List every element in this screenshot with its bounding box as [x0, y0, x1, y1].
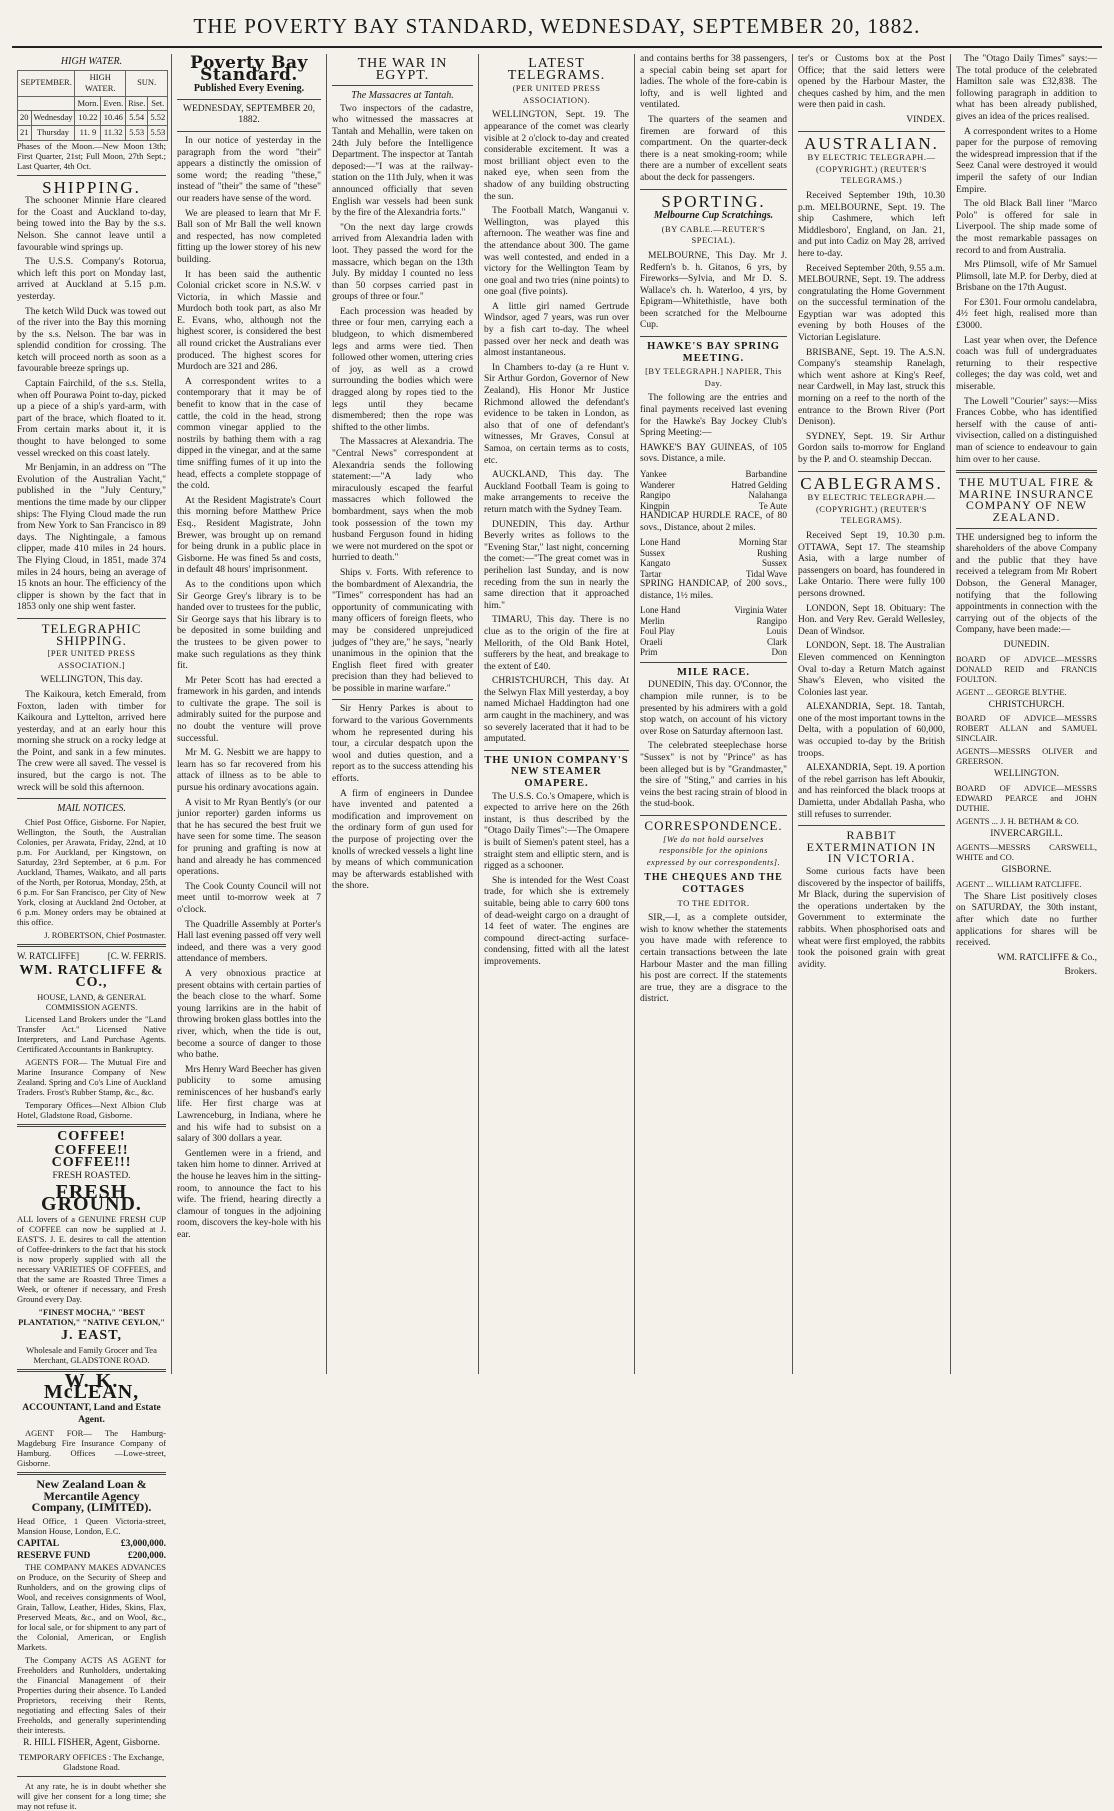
tide-cell: 10.22 — [75, 111, 101, 126]
war-para: Sir Henry Parkes is about to forward to the various Governments whom he represented during his tour, a circular despatch upon the wool and duties question, and a report as to the success attending his efforts. — [332, 704, 473, 785]
telegram-para: DUNEDIN, This day. Arthur Beverly writes as follows to the "Evening Star," last night, concerning the comet:—"The great comet was in perihelion last Sunday, and is now receding from the sun in nearly the same direction that it approached him." — [484, 519, 629, 611]
vindex: VINDEX. — [906, 114, 945, 125]
gisborne-heading: GISBORNE. — [1001, 865, 1052, 876]
telegraphic-title: TELEGRAPHIC SHIPPING. — [41, 620, 142, 648]
telegram-para: The Football Match, Wanganui v. Wellington, was played this afternoon. The weather was fine and the attendance about 300. The game was well contested, and ended in a victory for the Wellington Team by one goal and two tries (nine points) to one goal (five points). — [484, 206, 629, 298]
wmratcliffe-title: WM. RATCLIFFE & CO., — [19, 963, 164, 991]
shipping-para: The schooner Minnie Hare cleared for the Coast and Auckland to-day, being towed into the Bay by the s.s. Nelson. She cannot leave until a favourable wind springs up. — [17, 196, 166, 253]
bottom-para: At any rate, he is in doubt whether she will give her consent for a long time; she may not refuse it. — [17, 1780, 166, 1811]
hurdle-title: HANDICAP HURDLE RACE, of 80 sovs., Distance, about 2 miles. — [640, 511, 787, 533]
nzloan-body: THE COMPANY MAKES ADVANCES on Produce, on the Security of Sheep and Runholders, and on the growing clips of Wool, and receives consignments of Wool, Grain, Tallow, Leather, Hides, Skins, Flax, Preserved Meats, &c., and on Wool, &c., for local sale, or for shipment to any part of the Colonial, American, or English Markets. — [17, 1562, 166, 1653]
tide-table — [17, 70, 168, 141]
tide-cell: 20 — [18, 111, 32, 126]
telegram-para: CHRISTCHURCH, This day. At the Selwyn Flax Mill yesterday, a boy named Michael Haddington had one arm caught in the machinery, and was so severely lacerated that it had to be amputated. — [484, 676, 629, 745]
news-para: Mrs Henry Ward Beecher has given publicity to some amusing reminiscences of her husband's early life. Her first charge was at Lawrenceburg, in Indiana, where he and his wife had to subsist on a salary of 300 dollars a year. — [177, 1064, 321, 1145]
telegram-para: A little girl named Gertrude Windsor, aged 7 years, was run over by a fish cart to-day. The wheel passed over her neck and death was almost instantaneous. — [484, 301, 629, 359]
dunedin-board: BOARD OF ADVICE—MESSRS DONALD REID and FRANCIS FOULTON. — [956, 653, 1097, 684]
reserve-value: £200,000. — [128, 1550, 166, 1561]
mail-body: Chief Post Office, Gisborne. For Napier, Wellington, the South, the Australian Colonies, per Arawata, Friday, 22nd, at 10 p.m. For Auckland, per Kingstown, on Saturday, 23rd September, at 6 p.m. For Auckland, Thames, Waikato, and all parts of the North, per Rotorua, Monday, 25th, at 6 p.m. For San Francisco, per City of New York, closing at Auckland 2nd October, at 6 p.m. Money orders may be obtained at this office. — [17, 816, 166, 927]
nzloan-title: New Zealand Loan & Mercantile Agency Company, (LIMITED). — [31, 1477, 152, 1515]
news-para: The Cook County Council will not meet until to-morrow week at 7 o'clock. — [177, 881, 321, 915]
news-para: Last year when over, the Defence coach was full of undergraduates returning to their respective colleges; the day was cold, wet and miserable. — [956, 335, 1097, 393]
tide-header-water: HIGH WATER. — [75, 70, 126, 96]
ratcliffe-right: [C. W. FERRIS. — [107, 950, 166, 961]
race-row: Prim Don — [640, 647, 787, 658]
shipping-para: The U.S.S. Company's Rotorua, which left this port on Monday last, arrived at Auckland at 5.15 p.m. yesterday. — [17, 257, 166, 302]
tide-row — [18, 125, 168, 140]
telegram-para: AUCKLAND, This day. The Auckland Football Team is going to make arrangements to receive the return match with the Sydney Team. — [484, 470, 629, 515]
reserve-row — [17, 1551, 166, 1563]
tide-sub-even: Even. — [101, 96, 126, 111]
cable-para: LONDON, Sept. 18. The Australian Eleven commenced on Kennington Oval to-day a Return Match against Shaw's Eleven, who visited the Colonies last year. — [798, 641, 945, 698]
news-para: A correspondent writes to a Home paper for the purpose of removing the widespread impression that if the Seez Canal were destroyed it would imperil the safety of our Indian Empire. — [956, 126, 1097, 195]
sporting-title: SPORTING. — [661, 191, 766, 211]
war-para: The Massacres at Alexandria. The "Central News" correspondent at Alexandria sends the following statement:—"A lady who miraculously escaped the fearful massacres which followed the bombardment, says when the mob took possession of the town my husband Ferguson found in hiding we were not murdered on the spot or hurried to death." — [332, 437, 473, 564]
news-para: In our notice of yesterday in the paragraph from the word "their" appears a distinctly the omission of some word; the reading "these," instead of "their" the same of "these" our readers have sense of the word. — [177, 135, 321, 204]
mail-title: MAIL NOTICES. — [57, 803, 126, 815]
cheques-title: THE CHEQUES AND THE COTTAGES — [644, 872, 783, 895]
rabbit-body: Some curious facts have been discovered by the inspector of bailiffs, Mr Black, during the supervision of the operations undertaken by the Government to exterminate the rabbits. When phosphorised oats and wheat were first employed, the rabbits took the poisoned grain with great avidity. — [798, 867, 945, 970]
race-row: Lone Hand Morning Star — [640, 537, 787, 548]
east-body: ALL lovers of a GENUINE FRESH CUP of COFFEE can now be supplied at J. EAST'S. J. E. desires to call the attention of Coffee-drinkers to the fact that his stock is now properly supplied with all the necessary VARIETIES OF COFFEES, and that the same are Roasted Three Times a Week, or oftener if necessary, and Fresh Ground every Day. — [17, 1214, 166, 1305]
hawkes-sub: [BY TELEGRAPH.] NAPIER, This Day. — [645, 366, 782, 388]
coffee-1: COFFEE! — [57, 1128, 126, 1144]
column-4 — [479, 54, 635, 1374]
column-3 — [327, 54, 479, 1374]
christchurch-heading: CHRISTCHURCH. — [988, 699, 1065, 710]
column-5 — [635, 54, 793, 1374]
cup-body: MELBOURNE, This Day. Mr J. Redfern's b. h. Gitanos, 6 yrs, by Fireworks—Sylvia, and Mr D. S. Wallace's ch. h. Waterloo, 4 yrs, by Epigram—Whitethistle, have both been scratched for the Melbourne Cup. — [640, 250, 787, 331]
masthead: THE POVERTY BAY STANDARD, WEDNESDAY, SEPTEMBER 20, 1882. — [12, 10, 1102, 48]
paper-date: WEDNESDAY, SEPTEMBER 20, 1882. — [183, 103, 315, 126]
race-row: Kingpin Te Aute — [640, 500, 787, 511]
spring-entries — [640, 605, 787, 658]
wellington-heading: WELLINGTON. — [994, 769, 1059, 780]
fisher: R. HILL FISHER, Agent, Gisborne. — [23, 1738, 160, 1749]
wmratcliffe-sub: HOUSE, LAND, & GENERAL COMMISSION AGENTS. — [37, 991, 146, 1012]
columns — [12, 53, 1102, 1811]
race-row: Merlin Rangipo — [640, 615, 787, 626]
brokers: Brokers. — [1064, 967, 1097, 978]
news-para: It has been said the authentic Colonial cricket score in N.S.W. v Victoria, in which Massie and Murdoch both took part, as also Mr E. Evans, who, although not the highest scorer, is considered the best all round cricket the Australians ever produced. The highest scores for Murdoch are 321 and 286. — [177, 269, 321, 373]
dunedin-heading: DUNEDIN. — [1003, 639, 1050, 650]
war-para: Ships v. Forts. With reference to the bombardment of Alexandria, the "Times" correspondent has had an opportunity of communicating with many officers of foreign fleets, who may be considered unprejudiced judges of "they are," he says, "nearly unanimous in the opinion that the English fleet fired with greater precision than they had believed to be possible in marine warfare." — [332, 567, 473, 694]
tide-cell: 5.53 — [148, 125, 168, 140]
race-row: Yankee Barbandine — [640, 469, 787, 479]
hurdle-entries — [640, 537, 787, 579]
temporary-offices: TEMPORARY OFFICES : The Exchange, Gladstone Road. — [18, 1751, 165, 1772]
guineas-entries — [640, 469, 787, 511]
telegrams-sub: (PER UNITED PRESS ASSOCIATION). — [512, 83, 601, 105]
reserve-label: RESERVE FUND — [17, 1550, 91, 1561]
tide-header-sun: SUN. — [126, 70, 168, 96]
cup-title: Melbourne Cup Scratchings. — [653, 210, 774, 222]
tide-header-month: SEPTEMBER. — [18, 70, 75, 96]
guineas-title: HAWKE'S BAY GUINEAS, of 105 sovs. Distance, a mile. — [640, 442, 787, 465]
telegrams-title: LATEST TELEGRAMS. — [507, 56, 606, 83]
aus-para: BRISBANE, Sept. 19. The A.S.N. Company's steamship Ranelagh, which went ashore at King's Reef, near Cardwell, in May last, struck this morning on a reef to the north of the entrance to the Brown River (Port Denison). — [798, 347, 945, 428]
war-para: Each procession was headed by three or four men, carrying each a bludgeon, to which dismembered legs and arms were tied. Then followed other women, uttering cries of joy, as well as a crowd surrounding the bodies which were dragged along by ropes tied to the legs until they became dismembered; then the rope was shifted to the other limbs. — [332, 306, 473, 433]
wmratcliffe-body: Licensed Land Brokers under the "Land Transfer Act." Licensed Native Interpreters, and Land Purchase Agents. Certificated Accountants in Bankruptcy. — [17, 1013, 166, 1054]
cable-para: ALEXANDRIA, Sept. 18. Tantah, one of the most important towns in the Delta, with a population of 60,000, was occupied to-day by the British troops. — [798, 702, 945, 759]
mail-sign: J. ROBERTSON, Chief Postmaster. — [44, 929, 166, 940]
news-para: The Quadrille Assembly at Porter's Hall last evening passed off very well indeed, and there was a very good attendance of members. — [177, 919, 321, 965]
news-para: Gentlemen were in a friend, and taken him home to dinner. Arrived at the house he leaves him in the sitting-room, to announce the fact to his wife. The friend, hearing directly a clamour of tongues in the adjoining room, discovers the key-hole with his ear. — [177, 1148, 321, 1240]
mile-body: DUNEDIN, This day. O'Connor, the champion mile runner, is to be presented by his admirers with a gold stop watch, on account of his victory over Rose on Saturday afternoon last. — [640, 680, 787, 737]
race-row: Lone Hand Virginia Water — [640, 605, 787, 616]
mutual-title: THE MUTUAL FIRE & MARINE INSURANCE COMPANY OF NEW ZEALAND. — [958, 475, 1095, 524]
news-para: For £301. Four ormolu candelabra, 4½ feet high, realised more than £3000. — [956, 297, 1097, 332]
fresh-roasted: FRESH ROASTED. — [52, 1171, 131, 1182]
union-para: The U.S.S. Co.'s Omapere, which is expected to arrive here on the 26th instant, is thus described by the "Otago Daily Times":—The Omapere is built of Siemen's patent steel, has a straight stem and elliptic stern, and is rigged as a schooner. — [484, 791, 629, 872]
wellington-agents: AGENTS ... J. H. BETHAM & CO. — [956, 815, 1079, 826]
cont-para: and contains berths for 38 passengers, a special cabin being set apart for ladies. The whole of the fore-cabin is lofty, and is well lighted and ventilated. — [640, 54, 787, 111]
shipping-para: The ketch Wild Duck was towed out of the river into the Bay this morning by the s.s. Nelson. The bar was in splendid condition for crossing. The ketch will proceed north as soon as a favourable breeze springs up. — [17, 306, 166, 375]
news-para: A very obnoxious practice at present obtains with certain parties of the beach close to the wharf. Some young larrikins are in the habit of throwing broken glass bottles into the river, which, when the tide is out, become a source of danger to those who bathe. — [177, 968, 321, 1061]
corr-title: CORRESPONDENCE. — [644, 818, 783, 833]
column-1 — [12, 54, 172, 1811]
race-row: Kangato Sussex — [640, 558, 787, 569]
tide-sub-morn: Morn. — [75, 96, 101, 111]
tide-cell: 5.53 — [126, 125, 148, 140]
cup-sub: (BY CABLE.—REUTER'S SPECIAL). — [661, 223, 766, 246]
news-para: Mr M. G. Nesbitt we are happy to learn has so far recovered from his attack of illness as to be able to pursue his ordinary avocations again. — [177, 748, 321, 794]
coffee-2: COFFEE!! COFFEE!!! — [51, 1143, 132, 1170]
paper-title: Poverty Bay Standard. — [190, 53, 308, 85]
tide-cell: 10.46 — [101, 111, 126, 126]
aus-para: Received September 20th, 9.55 a.m. MELBOURNE, Sept. 19. The address congratulating the Home Government on the successful termination of the Egyptian war was adopted this evening by both Houses of the Victorian Legislature. — [798, 263, 945, 344]
telegram-para: In Chambers to-day (a re Hunt v. Sir Arthur Gordon, Governor of New Zealand), His Honor Mr Justice Richmond allowed the defendant's evidence to be taken in London, as also that of one of defendant's witnesses, Mr Graves, Consul at Samoa, on certain terms as to costs, etc. — [484, 362, 629, 466]
mclean-agent: AGENT FOR— The Hamburg-Magdeburg Fire Insurance Company of Hamburg. Offices —Lowe-street, Gisborne. — [17, 1428, 166, 1469]
mile-title: MILE RACE. — [676, 666, 750, 678]
east-name: J. EAST, — [60, 1328, 123, 1344]
news-para: Mr Peter Scott has had erected a framework in his garden, and intends to cultivate the grape. The soil is admirably suited for the purpose and no doubt the venture will prove successful. — [177, 675, 321, 744]
news-para: As to the conditions upon which Sir George Grey's library is to be handed over to trustees for the public, Sir George says that his library is to be deposited in some building and the trustees to be given power to make such regulations as they think fit. — [177, 579, 321, 672]
share-list: The Share List positively closes on SATURDAY, the 30th instant, after which date no further applications for shares will be received. — [956, 891, 1097, 949]
mutual-body: THE undersigned beg to inform the shareholders of the above Company and the public that they have received a telegram from Mr Robert Dobson, the General Manager, notifying that the following appointments in connection with the carrying out of the objects of the Company, have been made:— — [956, 532, 1097, 636]
tide-cell: 21 — [18, 125, 32, 140]
race-row: Wanderer Hatred Gelding — [640, 479, 787, 490]
column-2 — [172, 54, 327, 1374]
cable-para: LONDON, Sept 18. Obituary: The Hon. and Very Rev. Gerald Wellesley, Dean of Windsor. — [798, 603, 945, 637]
wellington-board: BOARD OF ADVICE—MESSRS EDWARD PEARCE and JOHN DUTHIE. — [956, 782, 1097, 813]
tide-row — [18, 111, 168, 126]
signature: WM. RATCLIFFE & Co., — [997, 952, 1097, 963]
invercargill-agents: AGENTS—MESSRS CARSWELL, WHITE and CO. — [956, 842, 1097, 863]
christchurch-board: BOARD OF ADVICE—MESSRS ROBERT ALLAN and SAMUEL SINCLAIR. — [956, 713, 1097, 744]
news-para: We are pleased to learn that Mr F. Ball son of Mr Ball the well known and respected, has now completed fitting up the lower storey of his new building. — [177, 208, 321, 265]
east-quote: "FINEST MOCHA," "BEST PLANTATION," "NATIVE CEYLON," — [18, 1307, 165, 1328]
cable-title: CABLEGRAMS. — [800, 473, 943, 493]
news-para: At the Resident Magistrate's Court this morning before Matthew Price Esq., Resident Magistrate, John Brewer, was brought up on remand for being drunk in a public place in Gisborne. He was fined 5s and costs, in default 48 hours' imprisonment. — [177, 495, 321, 576]
cont-para: The quarters of the seamen and firemen are forward of this compartment. On the quarter-deck there is a neat smoking-room; while there are a number of excellent seats about the deck for passengers. — [640, 114, 787, 183]
east-trade: Wholesale and Family Grocer and Tea Merchant, GLADSTONE ROAD. — [26, 1344, 157, 1365]
capital-value: £3,000,000. — [120, 1538, 166, 1549]
war-para: A firm of engineers in Dundee have invented and patented a modification and improvement on the ordinary form of gun used for the purpose of projecting over the knolls of wrecked vessels a light line by means of which communication may be afterwards established with the shore. — [332, 788, 473, 892]
aus-para: Received September 19th, 10.30 p.m. MELBOURNE, Sept. 19. The ship Cashmere, which left Middlesboro', England, on Jan. 21, and put into Cadiz on May 28, arrived here to-day. — [798, 190, 945, 259]
shipping-para: Mr Benjamin, in an address on "The Evolution of the Australian Yacht," published in the "July Century," mentions the time made by our clipper ships: The Flying Cloud made the run from New York to San Francisco in 89 days. The Nightingale, a famous clipper, made 410 miles in 24 hours. The Flying Cloud, in 1851, made 374 miles in 24 hours, being an average of 15 knots an hour. The efficiency of the clipper is shown by the fact that in 1853 only one ship went faster. — [17, 463, 166, 613]
hawkes-intro: The following are the entries and final payments received last evening for the Hawke's Bay Jockey Club's Spring Meeting:— — [640, 393, 787, 439]
corr-note: [We do not hold ourselves responsible for the opinions expressed by our correspondents]. — [646, 833, 781, 867]
capital-row — [17, 1539, 166, 1551]
tide-cell: 5.52 — [148, 111, 168, 126]
wmratcliffe-agents: AGENTS FOR— The Mutual Fire and Marine Insurance Company of New Zealand. Spring and Co's Line of Auckland Traders. Frost's Rubber Stamp, &c., &c. — [17, 1056, 166, 1097]
spring-title: SPRING HANDICAP, of 200 sovs., distance, 1½ miles. — [640, 579, 787, 601]
tide-cell: Thursday — [31, 125, 75, 140]
news-para: The Lowell "Courier" says:—Miss Frances Cobbe, who has identified herself with the cause of anti-vivisection, called on a distinguished man of science to endeavour to gain him over to her cause. — [956, 396, 1097, 465]
war-para: Two inspectors of the cadastre, who witnessed the massacres at Tantah and Mehallin, were taken on 24th July before the Intelligence Department. The inspector at Tantah deposed:—"I was at the railway-station on the 11th July, when it was announced officially that seven English war vessels had been sunk by the fire of the Alexandria forts." — [332, 103, 473, 219]
gisborne-agent: AGENT ... WILLIAM RATCLIFFE. — [956, 878, 1082, 889]
union-para: She is intended for the West Coast trade, for which she is extremely suitable, being able to carry 600 tons of dead-weight cargo on a draught of 14 feet of water. The engines are compound direct-acting surface-condensing, fitted with all the latest improvements. — [484, 875, 629, 967]
ratcliffe-header — [17, 951, 166, 963]
published: Published Every Evening. — [193, 83, 305, 95]
telegraphic-body: The Kaikoura, ketch Emerald, from Foxton, laden with timber for Kaikoura and Lyttelton, arrived here yesterday, and at an early hour this morning she struck on a rocky ledge at the Point, and sank in a few minutes. The crew were all saved. The vessel is insured, but the cargo is not. The wreck will be sold this afternoon. — [17, 689, 166, 793]
cheques-to: TO THE EDITOR. — [677, 897, 750, 908]
tide-sub-rise: Rise. — [126, 96, 148, 111]
war-para: "On the next day large crowds arrived from Alexandria laden with loot. They passed the word for the massacre, which began on the 13th July. By midday I counted no less than 50 corpses carried past in groups of three or four." — [332, 222, 473, 303]
aus-sub: BY ELECTRIC TELEGRAPH.—(COPYRIGHT.) (REUTER'S TELEGRAMS.) — [807, 152, 936, 186]
telegram-para: TIMARU, This day. There is no clue as to the origin of the fire at Mellorith, of the Old Bank Hotel, sufferers by the heat, and breakage to the extent of £40. — [484, 615, 629, 672]
tide-sub-set: Set. — [148, 96, 168, 111]
column-7 — [951, 54, 1102, 1374]
christchurch-agents: AGENTS—MESSRS OLIVER and GREERSON. — [956, 746, 1097, 767]
aus-title: AUSTRALIAN. — [804, 133, 939, 153]
dunedin-agent: AGENT ... GEORGE BLYTHE. — [956, 686, 1067, 697]
race-row: Sussex Rushing — [640, 547, 787, 558]
nzloan-agent: The Company ACTS AS AGENT for Freeholders and Runholders, undertaking the Financial Management of their Properties during their absence. To Landed Proprietors, receiving their Rents, negotiating and effecting Sales of their Freeholds, and generally superintending their interests. — [17, 1655, 166, 1736]
tide-cell: 11.32 — [101, 125, 126, 140]
aus-para: SYDNEY, Sept. 19. Sir Arthur Gordon sails to-morrow for England by the P. and O. steamship Deccan. — [798, 431, 945, 465]
news-para: The "Otago Daily Times" says:—The total produce of the celebrated Hamilton sale was £32,838. The following paragraph in addition to what has been already published, gives an idea of the prices realised. — [956, 54, 1097, 122]
cable-sub: BY ELECTRIC TELEGRAPH.—(COPYRIGHT.) (REUTER'S TELEGRAMS). — [807, 492, 936, 526]
sussex-para: The celebrated steeplechase horse "Sussex" is not by "Prince" as has been alleged but is by "Grandmaster," the sire of "Sting," and carries in his veins the best racing strain of blood in the stud-book. — [640, 741, 787, 810]
race-row: Foul Play Louis — [640, 626, 787, 637]
invercargill-heading: INVERCARGILL. — [990, 828, 1063, 839]
news-para: Mrs Plimsoll, wife of Mr Samuel Plimsoll, late M.P. for Derby, died at Brisbane on the 17th August. — [956, 260, 1097, 294]
war-sub: The Massacres at Tantah. — [351, 90, 454, 102]
news-para: A correspondent writes to a contemporary that it may be of benefit to know that in the case of cattle, the cold in the head, strong common vinegar applied to the nostrils by bathing them with a rag dipped in the vinegar, and at the same time sniffing fumes of it up into the head, effects a complete stoppage of the cold. — [177, 376, 321, 492]
rabbit-title: RABBIT EXTERMINATION IN IN VICTORIA. — [806, 828, 937, 866]
mclean-title: ACCOUNTANT, Land and Estate Agent. — [22, 1402, 161, 1425]
nzloan-office: Head Office, 1 Queen Victoria-street, Mansion House, London, E.C. — [17, 1515, 166, 1536]
mclean-name: W. K. McLEAN, — [43, 1369, 140, 1404]
news-para: The old Black Ball liner "Marco Polo" is offered for sale in Liverpool. The ship made some of the most remarkable passages on record to and from Australia. — [956, 199, 1097, 256]
hawkes-title: HAWKE'S BAY SPRING MEETING. — [647, 341, 780, 364]
shipping-title: SHIPPING. — [42, 177, 141, 197]
column-6 — [793, 54, 951, 1374]
tide-cell: 11. 9 — [75, 125, 101, 140]
race-row: Rangipo Nalahanga — [640, 490, 787, 500]
capital-label: CAPITAL — [17, 1538, 60, 1549]
cheques-body: SIR,—I, as a complete outsider, wish to know whether the statements you have made with reference to certain transactions between the late Harbour Master and the man filling his post are correct. If the statements are true, they are a disgrace to the district. — [640, 913, 787, 1005]
tide-cell: 5.54 — [126, 111, 148, 126]
telegraphic-sub: [PER UNITED PRESS ASSOCIATION.] — [47, 648, 136, 670]
telegram-para: WELLINGTON, Sept. 19. The appearance of the comet was clearly visible at 2 o'clock to-day and created considerable excitement. It was a most brilliant object even to the naked eye, when seen from the shadow of any building obstructing the sun. — [484, 110, 629, 202]
high-water-title: HIGH WATER. — [60, 56, 123, 67]
ratcliffe-left: W. RATCLIFFE] — [17, 950, 80, 961]
race-row: Tartar Tidal Wave — [640, 568, 787, 579]
moon-phases: Phases of the Moon.—New Moon 13th; First Quarter, 21st; Full Moon, 27th Sept.; Last Quarter, 4th Oct. — [17, 140, 166, 171]
shipping-para: Captain Fairchild, of the s.s. Stella, when off Pourawa Point to-day, picked up a piece of a ship's yard-arm, with part of the brace, which floated to it. From certain marks about it, it is thought to have belonged to some vessel wrecked on this coast lately. — [17, 379, 166, 459]
tide-cell: Wednesday — [31, 111, 75, 126]
telegraphic-dateline: WELLINGTON, This day. — [40, 675, 143, 686]
temp-offices: Temporary Offices—Next Albion Club Hotel, Gladstone Road, Gisborne. — [17, 1099, 166, 1120]
union-title: THE UNION COMPANY'S NEW STEAMER OMAPERE. — [484, 754, 629, 790]
news-para: A visit to Mr Ryan Bently's (or our junior reporter) garden informs us that he has secured the best fruit we have seen for some time. The season for pruning and grafting is now at hand and already he has commenced operations. — [177, 797, 321, 878]
war-title: THE WAR IN EGYPT. — [357, 56, 448, 83]
cable-para: ALEXANDRIA, Sept. 19. A portion of the rebel garrison has left Aboukir, and has reinforced the black troops at Damietta, under Abdallah Pasha, who still refuses to surrender. — [798, 763, 945, 820]
fresh-ground: FRESH GROUND. — [41, 1181, 142, 1215]
cont-para: ter's or Customs box at the Post Office; that the said letters were opened by the Harbour Master, the cheques cashed by him, and the men were then paid in cash. — [798, 54, 945, 111]
race-row: Oraeli Clark — [640, 636, 787, 647]
cable-para: Received Sept 19, 10.30 p.m. OTTAWA, Sept 17. The steamship Asia, with a large number of passengers on board, has foundered in Lake Ontario. There were fully 100 persons drowned. — [798, 530, 945, 599]
